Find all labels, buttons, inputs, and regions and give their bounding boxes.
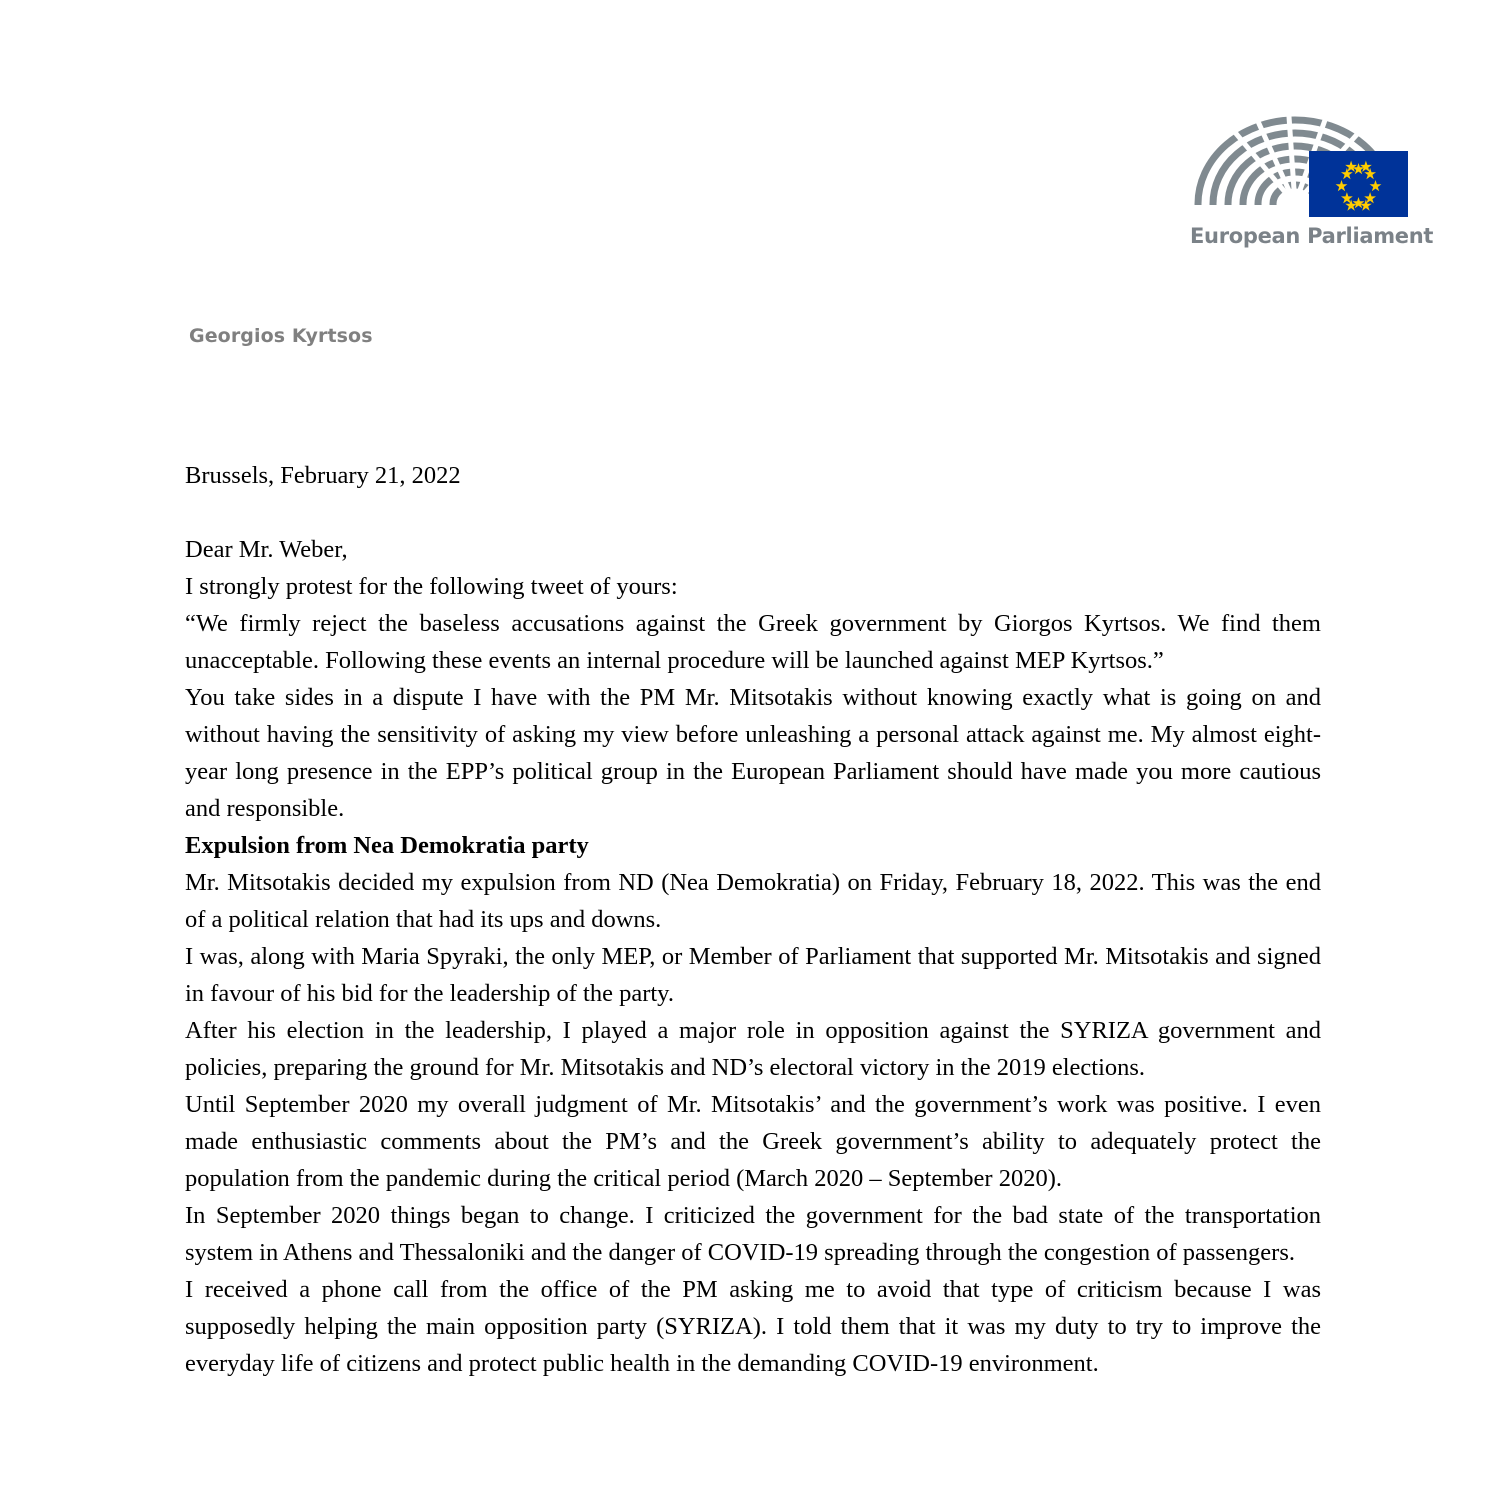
paragraph-opposition: After his election in the leadership, I played a major role in opposition against the SYRIZA government and policies, preparing the ground for Mr. Mitsotakis and ND’s electoral victory in the 2019 elections. (185, 1017, 1321, 1081)
sender-name: Georgios Kyrtsos (189, 325, 373, 347)
letter-body (185, 457, 1321, 1382)
blank-line (185, 494, 1321, 531)
hemicycle-icon (1190, 108, 1408, 220)
paragraph-protest: You take sides in a dispute I have with the PM Mr. Mitsotakis without knowing exactly what is going on and without having the sensitivity of asking my view before unleashing a personal attack against me. My almost eight-year long presence in the EPP’s political group in the European Parliament should have made you more cautious and responsible. (185, 684, 1321, 822)
intro-line: I strongly protest for the following tweet of yours: (185, 573, 678, 600)
paragraph-judgment: Until September 2020 my overall judgment of Mr. Mitsotakis’ and the government’s work was positive. I even made enthusiastic comments about the PM’s and the Greek government’s ability to adequately protect the population from the pandemic during the critical period (March 2020 – September 2020). (185, 1091, 1321, 1192)
eu-flag-icon (1309, 151, 1408, 217)
salutation: Dear Mr. Weber, (185, 536, 348, 563)
quoted-tweet: “We firmly reject the baseless accusations against the Greek government by Giorgos Kyrtsos. We find them unacceptable. Following these events an internal procedure will be launched against MEP Kyrtsos.” (185, 610, 1321, 674)
date-line: Brussels, February 21, 2022 (185, 462, 461, 489)
section-heading: Expulsion from Nea Demokratia party (185, 832, 589, 859)
european-parliament-wordmark: European Parliament (1190, 224, 1434, 248)
paragraph-criticism: In September 2020 things began to change. I criticized the government for the bad state of the transportation system in Athens and Thessaloniki and the danger of COVID-19 spreading through the congestion of passengers. (185, 1202, 1321, 1266)
hemicycle-and-flag-mark (1190, 108, 1408, 220)
paragraph-expulsion: Mr. Mitsotakis decided my expulsion from ND (Nea Demokratia) on Friday, February 18, 2022. This was the end of a political relation that had its ups and downs. (185, 869, 1321, 933)
paragraph-support: I was, along with Maria Spyraki, the only MEP, or Member of Parliament that supported Mr. Mitsotakis and signed in favour of his bid for the leadership of the party. (185, 943, 1321, 1007)
european-parliament-logo (1190, 108, 1434, 248)
paragraph-phone-call: I received a phone call from the office of the PM asking me to avoid that type of criticism because I was supposedly helping the main opposition party (SYRIZA). I told them that it was my duty to try to improve the everyday life of citizens and protect public health in the demanding COVID-19 environment. (185, 1276, 1321, 1377)
